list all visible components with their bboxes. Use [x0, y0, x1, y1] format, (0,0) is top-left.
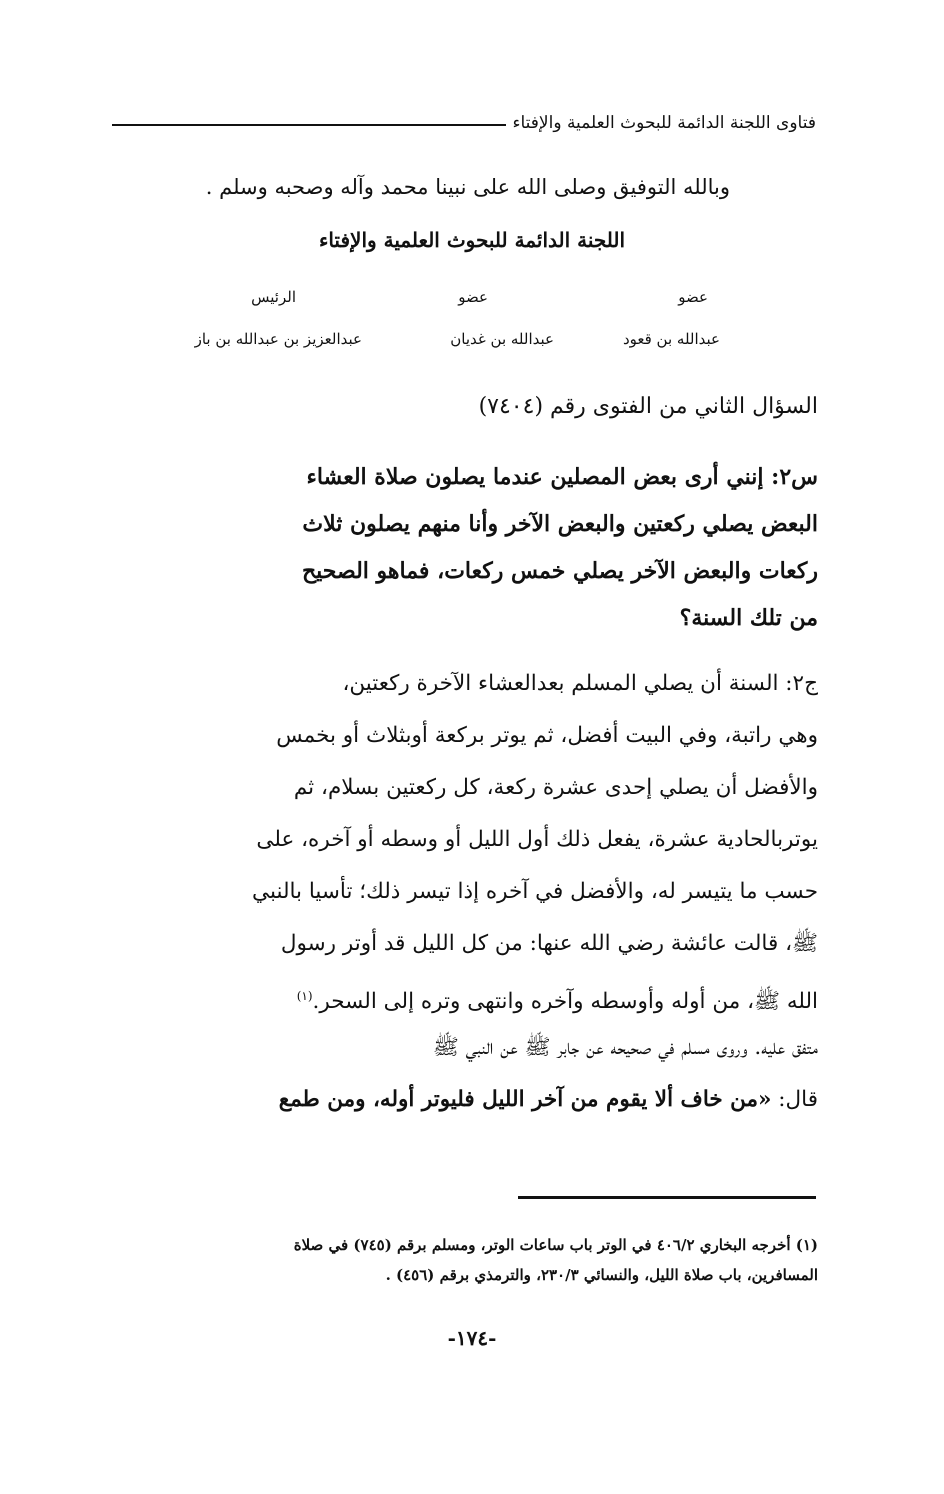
header-rule [112, 124, 506, 126]
footnote-marker: (١) [296, 989, 313, 1003]
signatory-name: عبدالله بن قعود [622, 330, 720, 348]
footnote-rule [518, 1196, 816, 1199]
question-line: ركعات والبعض الآخر يصلي خمس ركعات، فماهو الصحيح [301, 558, 818, 584]
answer-line: متفق عليه. وروى مسلم في صحيحه عن جابر ﷺ عن النبي ﷺ [432, 1035, 818, 1060]
answer-line [114, 970, 818, 1022]
answer-line-text: الله ﷺ، من أوله وأوسطه وآخره وانتهى وتره إلى السحر. [312, 989, 818, 1015]
answer-line: يوتربالحادية عشرة، يفعل ذلك أول الليل أو وسطه أو آخره، على [256, 827, 818, 852]
footnotes [114, 1230, 818, 1290]
answer-line: والأفضل أن يصلي إحدى عشرة ركعة، كل ركعتين بسلام، ثم [293, 775, 818, 800]
answer-line [114, 1074, 818, 1126]
answer-line: وهي راتبة، وفي البيت أفضل، ثم يوتر بركعة أوبثلاث أو بخمس [276, 723, 818, 748]
running-header [112, 108, 816, 138]
committee-title: اللجنة الدائمة للبحوث العلمية والإفتاء [318, 228, 626, 252]
closing-formula: وبالله التوفيق وصلى الله على نبينا محمد وآله وصحبه وسلم . [205, 175, 730, 199]
answer-line: حسب ما يتيسر له، والأفضل في آخره إذا تيسر ذلك؛ تأسيا بالنبي [252, 879, 818, 904]
page-number: -١٧٤- [447, 1326, 497, 1350]
signatory-role: الرئيس [251, 288, 296, 306]
answer-line: ﷺ، قالت عائشة رضي الله عنها: من كل الليل قد أوتر رسول [280, 931, 818, 956]
question-line: من تلك السنة؟ [679, 605, 818, 631]
question-line: البعض يصلي ركعتين والبعض الآخر وأنا منهم يصلون ثلاث [302, 511, 818, 537]
question-heading: السؤال الثاني من الفتوى رقم (٧٤٠٤) [478, 394, 818, 419]
signatory-role: عضو [678, 288, 708, 306]
footnote-line: (١) أخرجه البخاري ٤٠٦/٢ في الوتر باب ساعات الوتر، ومسلم برقم (٧٤٥) في صلاة [293, 1236, 818, 1254]
answer-block [114, 658, 818, 1126]
signatory-name: عبدالعزيز بن عبدالله بن باز [194, 330, 362, 348]
footnote-line: المسافرين، باب صلاة الليل، والنسائي ٢٣٠/٣، والترمذي برقم (٤٥٦) . [385, 1266, 818, 1284]
hadith-quote: «من خاف ألا يقوم من آخر الليل فليوتر أوله، ومن طمع [278, 1087, 772, 1112]
signatory-names [112, 330, 816, 358]
signatory-name: عبدالله بن غديان [450, 330, 554, 348]
running-title: فتاوى اللجنة الدائمة للبحوث العلمية والإفتاء [512, 113, 816, 133]
signatory-role: عضو [458, 288, 488, 306]
answer-line: ج٢: السنة أن يصلي المسلم بعدالعشاء الآخرة ركعتين، [342, 671, 818, 696]
signatory-roles [112, 288, 816, 316]
answer-line-prefix: قال: [771, 1087, 818, 1112]
question-block [188, 454, 818, 642]
question-line: س٢: إنني أرى بعض المصلين عندما يصلون صلاة العشاء [306, 464, 818, 490]
